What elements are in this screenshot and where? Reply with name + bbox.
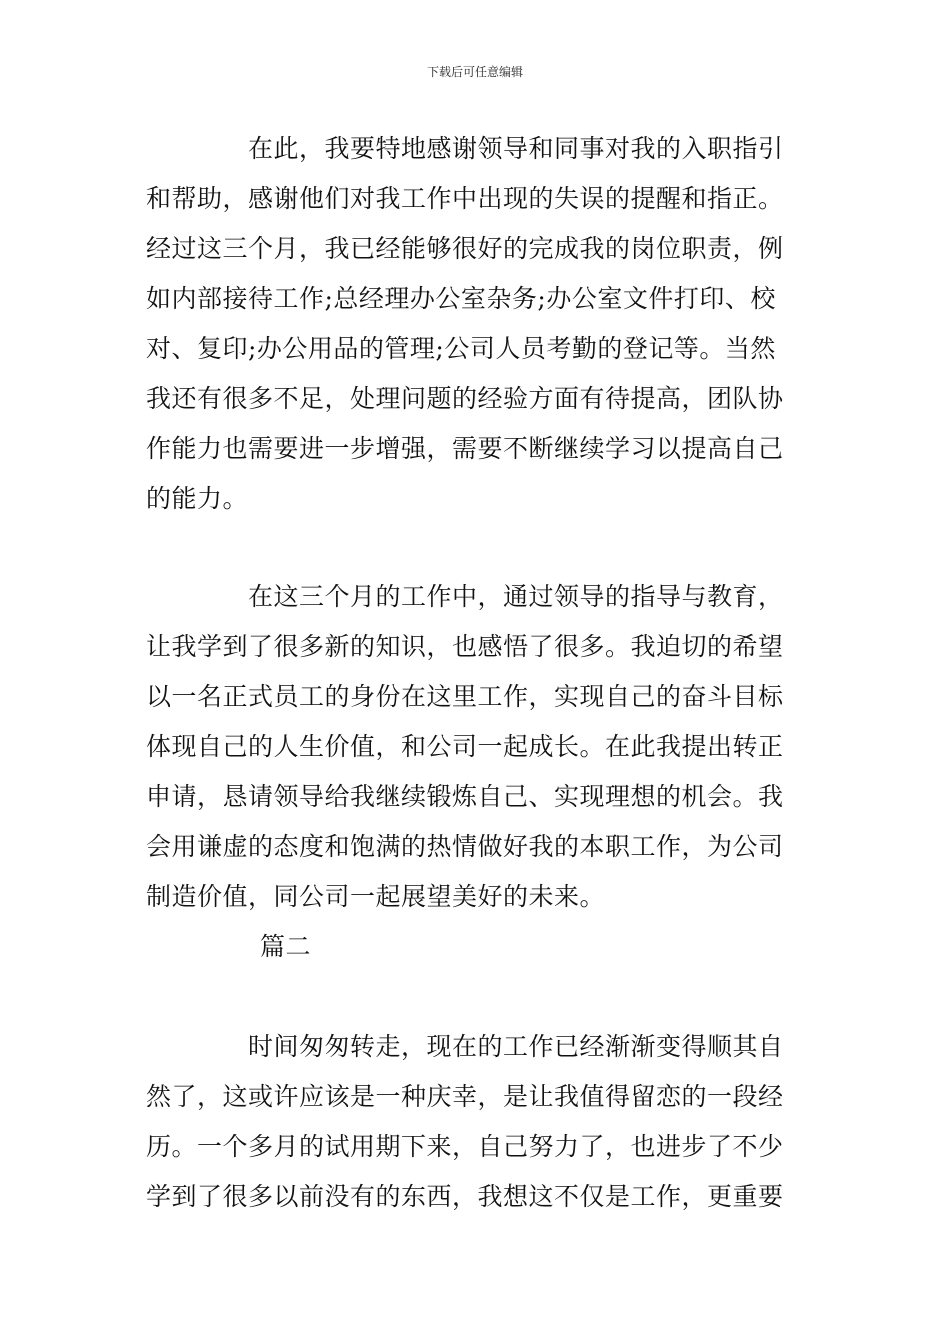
paragraph-line: 体现自己的人生价值，和公司一起成长。在此我提出转正 xyxy=(146,732,784,761)
paragraph-line: 如内部接待工作;总经理办公室杂务;办公室文件打印、校 xyxy=(146,284,776,313)
paragraph-line: 会用谦虚的态度和饱满的热情做好我的本职工作，为公司 xyxy=(146,832,784,861)
paragraph-line: 申请，恳请领导给我继续锻炼自己、实现理想的机会。我 xyxy=(146,782,784,811)
paragraph-line: 在此，我要特地感谢领导和同事对我的入职指引 xyxy=(248,134,784,163)
paragraph-line: 时间匆匆转走，现在的工作已经渐渐变得顺其自 xyxy=(248,1032,784,1061)
section-title: 篇二 xyxy=(260,932,312,961)
paragraph-line: 制造价值，同公司一起展望美好的未来。 xyxy=(146,882,606,911)
paragraph-line: 历。一个多月的试用期下来，自己努力了，也进步了不少 xyxy=(146,1132,784,1161)
paragraph-line: 然了，这或许应该是一种庆幸，是让我值得留恋的一段经 xyxy=(146,1082,784,1111)
paragraph-line: 对、复印;办公用品的管理;公司人员考勤的登记等。当然 xyxy=(146,334,776,363)
paragraph-line: 学到了很多以前没有的东西，我想这不仅是工作，更重要 xyxy=(146,1182,784,1211)
paragraph-line: 以一名正式员工的身份在这里工作，实现自己的奋斗目标 xyxy=(146,682,784,711)
paragraph-line: 在这三个月的工作中，通过领导的指导与教育， xyxy=(248,582,784,611)
paragraph-line: 我还有很多不足，处理问题的经验方面有待提高，团队协 xyxy=(146,384,784,413)
page-header: 下载后可任意编辑 xyxy=(426,65,523,79)
paragraph-line: 经过这三个月，我已经能够很好的完成我的岗位职责，例 xyxy=(146,234,784,263)
paragraph-line: 的能力。 xyxy=(146,484,249,513)
paragraph-line: 和帮助，感谢他们对我工作中出现的失误的提醒和指正。 xyxy=(146,184,784,213)
paragraph-line: 作能力也需要进一步增强，需要不断继续学习以提高自己 xyxy=(146,434,784,463)
paragraph-line: 让我学到了很多新的知识，也感悟了很多。我迫切的希望 xyxy=(146,632,784,661)
